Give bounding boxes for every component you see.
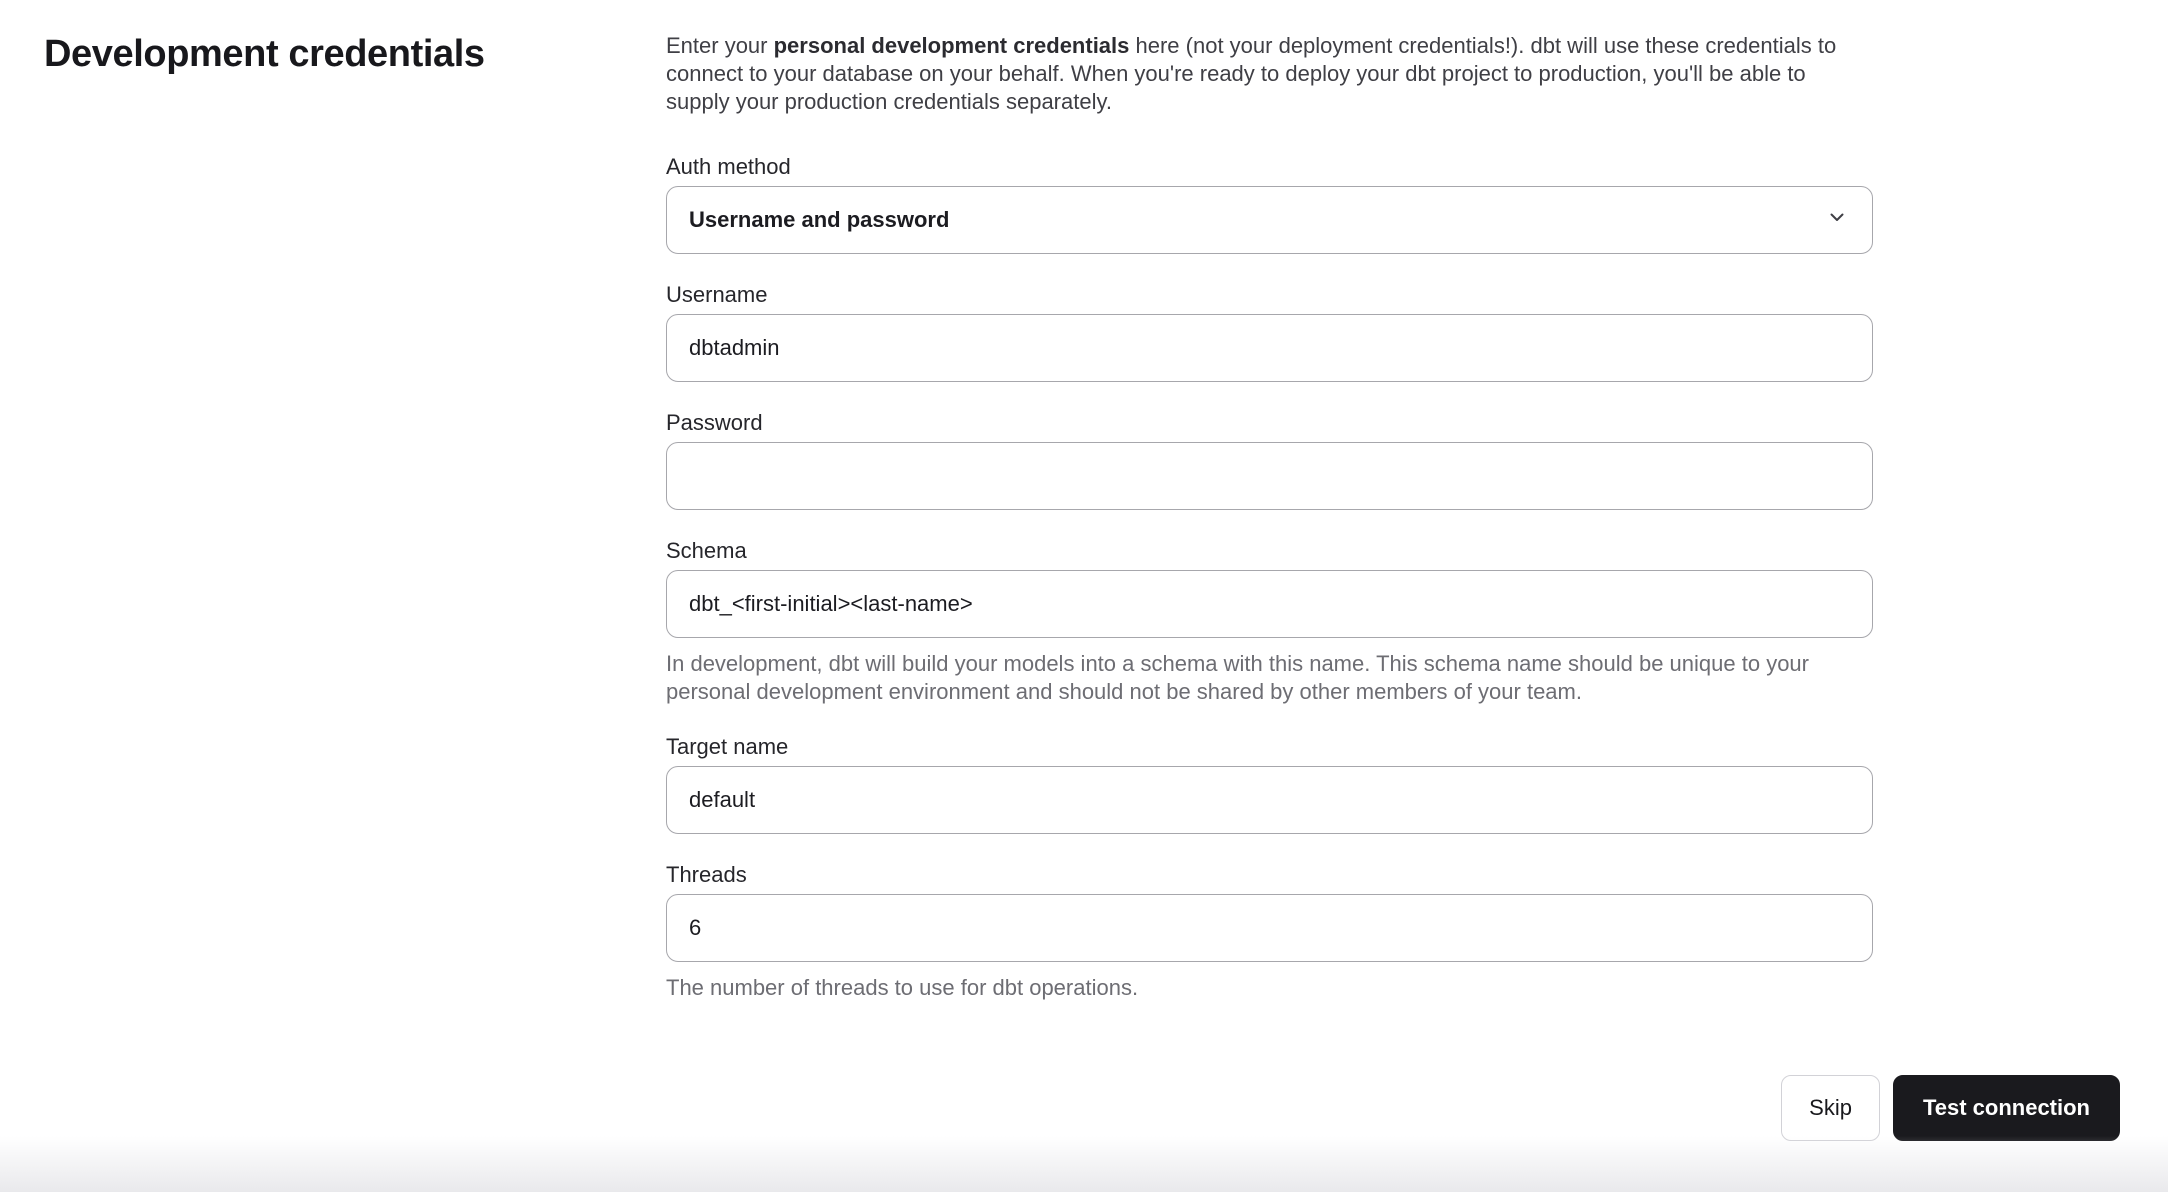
schema-label: Schema [666, 538, 747, 563]
password-label: Password [666, 410, 763, 435]
intro-bold: personal development credentials [773, 33, 1130, 58]
password-input[interactable] [666, 442, 1873, 510]
auth-method-select[interactable] [666, 186, 1873, 254]
footer-actions [1781, 1075, 2120, 1141]
intro-suffix: here (not your deployment credentials!). dbt will use these credentials to connect to your database on your behalf. When you're ready to deploy your dbt project to production, you'll be able to supply your production credentials separately. [666, 33, 1837, 114]
bottom-edge-shadow [0, 1136, 2168, 1192]
username-input[interactable] [666, 314, 1873, 382]
username-group [666, 282, 1873, 382]
page-title: Development credentials [44, 33, 485, 75]
auth-method-label: Auth method [666, 154, 791, 179]
schema-help-text: In development, dbt will build your models into a schema with this name. This schema name should be unique to your personal development environment and should not be shared by other members of your team. [666, 651, 1809, 704]
target-name-label: Target name [666, 734, 789, 759]
skip-button[interactable]: Skip [1781, 1075, 1880, 1141]
target-name-group [666, 734, 1873, 834]
schema-input[interactable] [666, 570, 1873, 638]
chevron-down-icon [1826, 206, 1848, 234]
auth-method-selected-value: Username and password [689, 207, 950, 232]
section-title-column [44, 32, 666, 76]
username-label: Username [666, 282, 768, 307]
test-connection-button[interactable]: Test connection [1893, 1075, 2120, 1141]
auth-method-group [666, 154, 1873, 254]
threads-label: Threads [666, 862, 747, 887]
threads-group [666, 862, 1873, 1002]
threads-input[interactable] [666, 894, 1873, 962]
intro-text [666, 32, 1873, 116]
intro-prefix: Enter your [666, 33, 774, 58]
schema-group [666, 538, 1873, 706]
target-name-input[interactable] [666, 766, 1873, 834]
password-group [666, 410, 1873, 510]
threads-help-text: The number of threads to use for dbt operations. [666, 975, 1139, 1000]
form-column [666, 32, 1873, 1002]
